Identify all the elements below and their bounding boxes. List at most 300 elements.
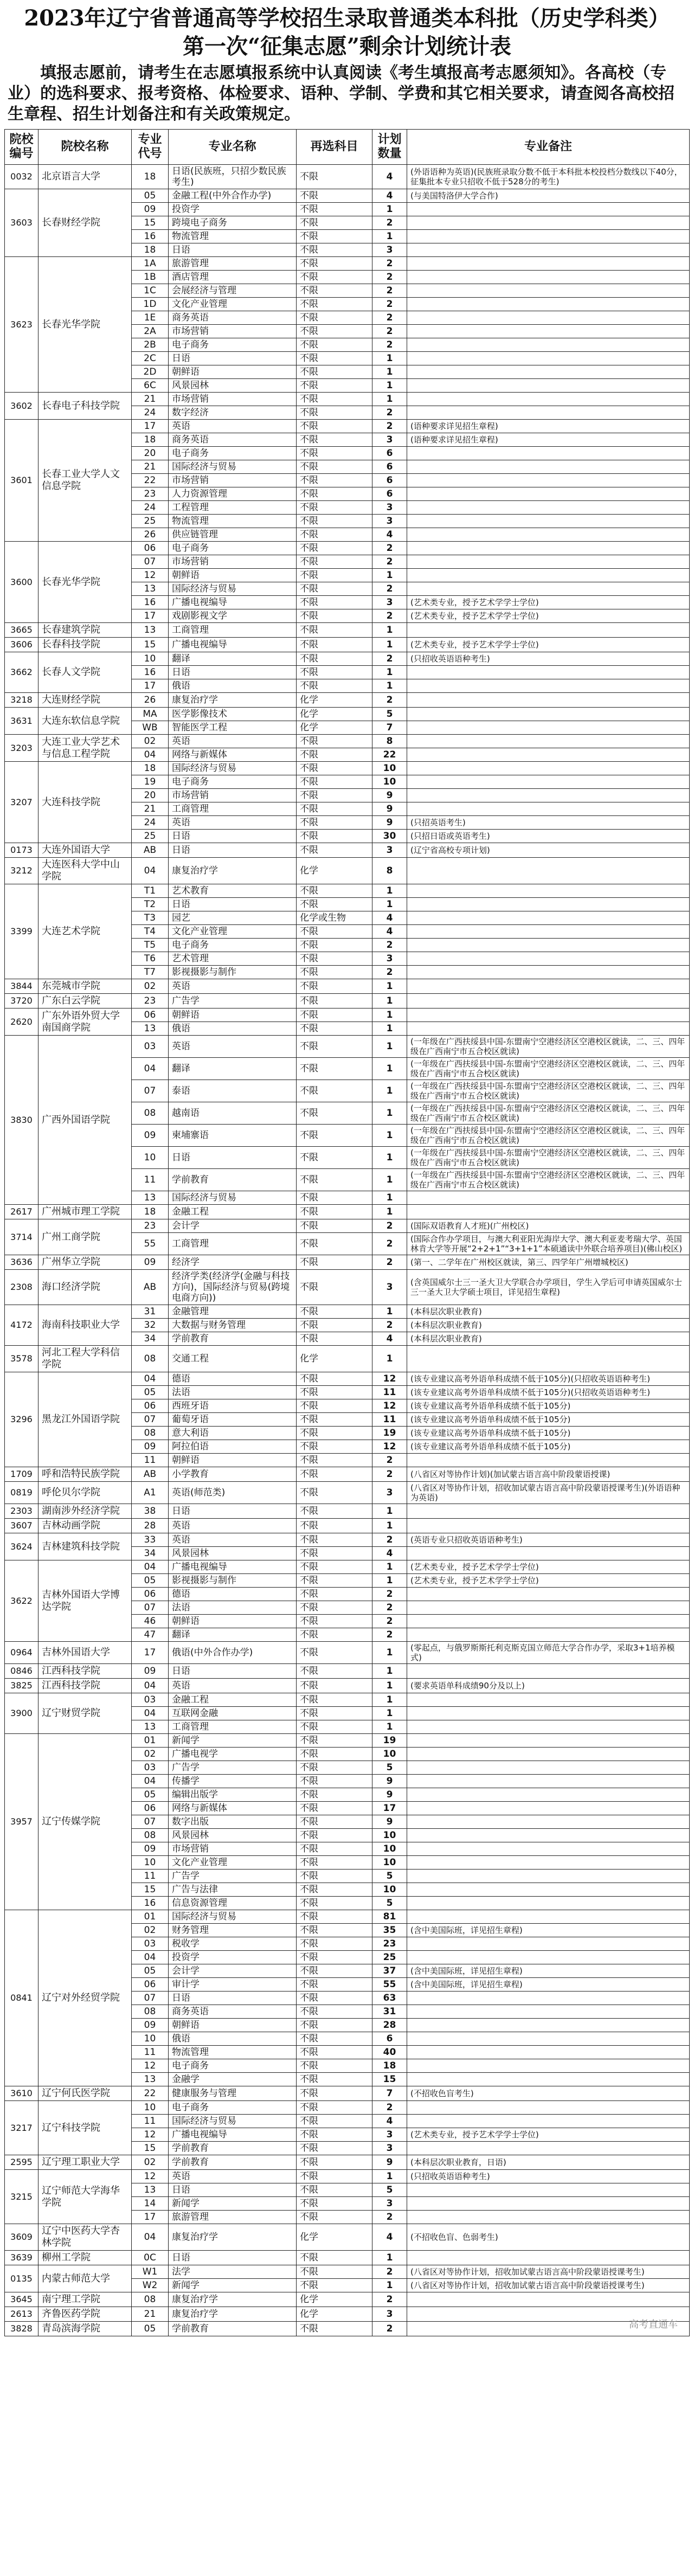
plan-count-cell: 2 [372, 2101, 407, 2115]
remark-cell [407, 2197, 690, 2211]
subject-req-cell: 不限 [297, 365, 372, 379]
remark-cell [407, 501, 690, 515]
subject-req-cell: 不限 [297, 420, 372, 433]
major-name-cell: 法学 [169, 2265, 297, 2279]
remark-cell: (艺术类专业，授予艺术学学士学位) [407, 2128, 690, 2142]
school-name-cell: 海口经济学院 [38, 1270, 132, 1305]
remark-cell [407, 542, 690, 555]
major-code-cell: 1D [132, 298, 169, 311]
plan-count-cell: 15 [372, 2073, 407, 2086]
school-code-cell: 3602 [5, 393, 38, 420]
remark-cell [407, 216, 690, 230]
table-row [5, 1467, 690, 1482]
school-code-cell: 3600 [5, 542, 38, 623]
major-name-cell: 风景园林 [169, 1829, 297, 1842]
remark-cell: (国际合作办学项目，与澳大利亚阳光海岸大学、澳大利亚麦考瑞大学、英国林肯大学等开展“2+2+1”“3+1+1”本硕通读中外联合培养项目)(佛山校区) [407, 1233, 690, 1255]
table-row [5, 884, 690, 898]
remark-cell [407, 1883, 690, 1897]
remark-cell: (不招收色盲、色弱考生) [407, 2224, 690, 2251]
plan-count-cell: 2 [372, 1454, 407, 1467]
table-row [5, 420, 690, 433]
plan-count-cell: 1 [372, 979, 407, 994]
major-name-cell: 英语 [169, 1533, 297, 1547]
major-code-cell: 11 [132, 1169, 169, 1191]
remark-cell [407, 693, 690, 708]
major-code-cell: 13 [132, 623, 169, 638]
major-code-cell: 04 [132, 1372, 169, 1386]
school-code-cell: 0032 [5, 165, 38, 189]
remark-cell [407, 203, 690, 216]
subject-req-cell: 不限 [297, 666, 372, 679]
plan-count-cell: 1 [372, 352, 407, 365]
subject-req-cell: 不限 [297, 994, 372, 1008]
major-name-cell: 康复治疗学 [169, 693, 297, 708]
subject-req-cell: 不限 [297, 2251, 372, 2265]
plan-count-cell: 1 [372, 1664, 407, 1679]
major-name-cell: 广告学 [169, 1870, 297, 1883]
plan-table-body [5, 165, 690, 2336]
subject-req-cell: 不限 [297, 203, 372, 216]
school-code-cell: 3603 [5, 189, 38, 257]
school-code-cell: 0964 [5, 1642, 38, 1664]
plan-count-cell: 4 [372, 2224, 407, 2251]
subject-req-cell: 不限 [297, 2322, 372, 2336]
subject-req-cell: 不限 [297, 2211, 372, 2224]
major-name-cell: 国际经济与贸易 [169, 1191, 297, 1205]
plan-count-cell: 1 [372, 623, 407, 638]
major-code-cell: 21 [132, 2307, 169, 2322]
major-code-cell: MA [132, 708, 169, 721]
major-code-cell: 14 [132, 2197, 169, 2211]
major-name-cell: 智能医学工程 [169, 721, 297, 735]
remark-cell [407, 311, 690, 325]
school-code-cell: 3665 [5, 623, 38, 638]
subject-req-cell: 不限 [297, 311, 372, 325]
plan-count-cell: 1 [372, 994, 407, 1008]
subject-req-cell: 不限 [297, 1802, 372, 1815]
remark-cell [407, 802, 690, 816]
plan-count-cell: 1 [372, 1147, 407, 1169]
major-code-cell: 04 [132, 1058, 169, 1080]
remark-cell: (含英国威尔士三一圣大卫大学联合办学项目，学生入学后可申请英国威尔士三一圣大卫大学硕士项目，详见招生章程) [407, 1270, 690, 1305]
school-code-cell: 3399 [5, 884, 38, 979]
major-name-cell: 朝鲜语 [169, 1008, 297, 1022]
school-code-cell: 3218 [5, 693, 38, 708]
major-code-cell: 28 [132, 1519, 169, 1533]
major-code-cell: 13 [132, 1191, 169, 1205]
subject-req-cell: 不限 [297, 1601, 372, 1615]
subject-req-cell: 不限 [297, 898, 372, 911]
subject-req-cell: 不限 [297, 2059, 372, 2073]
major-code-cell: 23 [132, 994, 169, 1008]
plan-count-cell: 10 [372, 1883, 407, 1897]
subject-req-cell: 不限 [297, 1319, 372, 1332]
subject-req-cell: 不限 [297, 2183, 372, 2197]
major-name-cell: 朝鲜语 [169, 1454, 297, 1467]
plan-count-cell: 10 [372, 1829, 407, 1842]
remark-cell: (本科层次职业教育) [407, 1319, 690, 1332]
major-name-cell: 供应链管理 [169, 528, 297, 542]
school-code-cell: 3639 [5, 2251, 38, 2265]
major-name-cell: 德语 [169, 1588, 297, 1601]
remark-cell [407, 2142, 690, 2155]
school-code-cell: 3578 [5, 1346, 38, 1372]
major-name-cell: 交通工程 [169, 1346, 297, 1372]
subject-req-cell: 不限 [297, 1761, 372, 1775]
school-name-cell: 广州工商学院 [38, 1219, 132, 1255]
plan-count-cell: 2 [372, 2211, 407, 2224]
remark-cell [407, 2292, 690, 2307]
subject-req-cell: 不限 [297, 1399, 372, 1413]
plan-count-cell: 1 [372, 1102, 407, 1125]
table-row [5, 2155, 690, 2170]
remark-cell: (八省区对等协作计划，招收加试蒙古语言高中阶段蒙语授课考生) [407, 2265, 690, 2279]
remark-cell: (艺术类专业，授予艺术学学士学位) [407, 596, 690, 609]
plan-count-cell: 2 [372, 1601, 407, 1615]
major-name-cell: 日语 [169, 843, 297, 858]
major-name-cell: 翻译 [169, 1058, 297, 1080]
major-code-cell: W1 [132, 2265, 169, 2279]
major-name-cell: 日语 [169, 666, 297, 679]
major-name-cell: 西班牙语 [169, 1399, 297, 1413]
subject-req-cell: 不限 [297, 460, 372, 474]
plan-count-cell: 9 [372, 789, 407, 802]
plan-count-cell: 7 [372, 2086, 407, 2101]
remark-cell: (一年级在广西扶绥县中国-东盟南宁空港经济区空港校区就读，二、三、四年级在广西南宁市五合校区就读) [407, 1102, 690, 1125]
plan-count-cell: 2 [372, 542, 407, 555]
major-name-cell: 风景园林 [169, 379, 297, 393]
plan-count-cell: 1 [372, 2251, 407, 2265]
major-name-cell: 俄语 [169, 1022, 297, 1036]
school-code-cell: 0846 [5, 1664, 38, 1679]
subject-req-cell: 不限 [297, 1679, 372, 1693]
major-name-cell: 英语 [169, 816, 297, 830]
subject-req-cell: 不限 [297, 1978, 372, 1992]
plan-count-cell: 1 [372, 1022, 407, 1036]
remark-cell: (一年级在广西扶绥县中国-东盟南宁空港经济区空港校区就读，二、三、四年级在广西南宁市五合校区就读) [407, 1080, 690, 1102]
major-code-cell: 05 [132, 1788, 169, 1802]
major-name-cell: 医学影像技术 [169, 708, 297, 721]
plan-count-cell: 3 [372, 433, 407, 447]
plan-count-cell: 30 [372, 830, 407, 843]
major-name-cell: 影视摄影与制作 [169, 1574, 297, 1588]
school-code-cell: 3207 [5, 762, 38, 843]
school-code-cell: 3825 [5, 1679, 38, 1693]
school-name-cell: 呼伦贝尔学院 [38, 1482, 132, 1504]
major-code-cell: 04 [132, 1707, 169, 1720]
table-row [5, 189, 690, 203]
major-code-cell: 26 [132, 528, 169, 542]
major-name-cell: 国际经济与贸易 [169, 582, 297, 596]
subject-req-cell: 不限 [297, 555, 372, 569]
major-code-cell: 1C [132, 284, 169, 298]
major-code-cell: AB [132, 1270, 169, 1305]
remark-cell [407, 325, 690, 338]
remark-cell: (该专业建议高考外语单科成绩不低于105分)(只招收英语语种考生) [407, 1372, 690, 1386]
remark-cell [407, 515, 690, 528]
plan-count-cell: 2 [372, 609, 407, 623]
remark-cell: (辽宁省高校专项计划) [407, 843, 690, 858]
plan-count-cell: 1 [372, 1080, 407, 1102]
major-name-cell: 物流管理 [169, 2046, 297, 2059]
remark-cell [407, 460, 690, 474]
plan-table [4, 129, 690, 2336]
subject-req-cell: 不限 [297, 501, 372, 515]
school-name-cell: 长春财经学院 [38, 189, 132, 257]
subject-req-cell: 化学或生物 [297, 911, 372, 925]
school-name-cell: 青岛滨海学院 [38, 2322, 132, 2336]
plan-count-cell: 25 [372, 1951, 407, 1964]
plan-count-cell: 3 [372, 243, 407, 257]
subject-req-cell: 不限 [297, 925, 372, 939]
subject-req-cell: 不限 [297, 1440, 372, 1454]
major-code-cell: 09 [132, 203, 169, 216]
major-name-cell: 数字经济 [169, 406, 297, 420]
subject-req-cell: 不限 [297, 298, 372, 311]
major-code-cell: 18 [132, 243, 169, 257]
remark-cell: (该专业建议高考外语单科成绩不低于105分) [407, 1413, 690, 1427]
major-code-cell: 24 [132, 816, 169, 830]
major-name-cell: 大数据与财务管理 [169, 1319, 297, 1332]
school-code-cell: 3662 [5, 652, 38, 693]
major-name-cell: 日语 [169, 1504, 297, 1519]
major-code-cell: 09 [132, 1255, 169, 1270]
remark-cell [407, 2032, 690, 2046]
header-school-code: 院校编号 [5, 130, 38, 165]
remark-cell: (国际双语教育人才班)(广州校区) [407, 1219, 690, 1233]
school-name-cell: 江西科技学院 [38, 1664, 132, 1679]
school-name-cell: 广西外国语学院 [38, 1036, 132, 1205]
remark-cell [407, 393, 690, 406]
subject-req-cell: 不限 [297, 1720, 372, 1734]
major-code-cell: 33 [132, 1533, 169, 1547]
major-code-cell: 06 [132, 542, 169, 555]
school-name-cell: 黑龙江外国语学院 [38, 1372, 132, 1467]
plan-count-cell: 4 [372, 189, 407, 203]
remark-cell [407, 2115, 690, 2128]
major-name-cell: 金融工程(中外合作办学) [169, 189, 297, 203]
plan-count-cell: 1 [372, 666, 407, 679]
plan-count-cell: 1 [372, 1125, 407, 1147]
plan-count-cell: 22 [372, 748, 407, 762]
remark-cell [407, 994, 690, 1008]
major-code-cell: 47 [132, 1628, 169, 1642]
school-code-cell: 3631 [5, 708, 38, 735]
subject-req-cell: 不限 [297, 406, 372, 420]
major-code-cell: 11 [132, 2046, 169, 2059]
table-row [5, 1679, 690, 1693]
subject-req-cell: 不限 [297, 1305, 372, 1319]
plan-count-cell: 2 [372, 2322, 407, 2336]
remark-cell [407, 762, 690, 775]
plan-count-cell: 3 [372, 2142, 407, 2155]
major-code-cell: 1A [132, 257, 169, 271]
major-code-cell: 1B [132, 271, 169, 284]
plan-count-cell: 9 [372, 1788, 407, 1802]
school-code-cell: 1709 [5, 1467, 38, 1482]
subject-req-cell: 不限 [297, 2128, 372, 2142]
plan-count-cell: 5 [372, 1870, 407, 1883]
major-code-cell: 11 [132, 2115, 169, 2128]
major-code-cell: 04 [132, 748, 169, 762]
school-name-cell: 大连外国语大学 [38, 843, 132, 858]
remark-cell [407, 1664, 690, 1679]
major-name-cell: 英语(师范类) [169, 1482, 297, 1504]
subject-req-cell: 不限 [297, 1870, 372, 1883]
plan-count-cell: 5 [372, 1897, 407, 1910]
table-row [5, 1008, 690, 1022]
table-row [5, 858, 690, 884]
major-code-cell: 03 [132, 1036, 169, 1058]
plan-count-cell: 2 [372, 939, 407, 952]
remark-cell: (语种要求详见招生章程) [407, 433, 690, 447]
plan-count-cell: 3 [372, 2128, 407, 2142]
major-code-cell: 25 [132, 830, 169, 843]
table-row [5, 1504, 690, 1519]
school-name-cell: 湖南涉外经济学院 [38, 1504, 132, 1519]
plan-count-cell: 2 [372, 652, 407, 666]
major-name-cell: 法语 [169, 1601, 297, 1615]
remark-cell [407, 708, 690, 721]
subject-req-cell: 不限 [297, 966, 372, 979]
remark-cell [407, 1897, 690, 1910]
major-code-cell: 02 [132, 735, 169, 748]
plan-count-cell: 11 [372, 1413, 407, 1427]
major-code-cell: 13 [132, 582, 169, 596]
plan-count-cell: 1 [372, 1058, 407, 1080]
plan-count-cell: 17 [372, 1802, 407, 1815]
remark-cell [407, 2059, 690, 2073]
subject-req-cell: 不限 [297, 379, 372, 393]
remark-cell: (本科层次职业教育，日语) [407, 2155, 690, 2170]
subject-req-cell: 不限 [297, 1467, 372, 1482]
major-name-cell: 文化产业管理 [169, 298, 297, 311]
remark-cell: (艺术类专业，授予艺术学学士学位) [407, 638, 690, 652]
major-code-cell: 15 [132, 638, 169, 652]
major-code-cell: 09 [132, 1842, 169, 1856]
school-code-cell: 3601 [5, 420, 38, 542]
major-name-cell: 电子商务 [169, 542, 297, 555]
major-code-cell: 10 [132, 1856, 169, 1870]
major-code-cell: 06 [132, 1008, 169, 1022]
major-code-cell: 17 [132, 679, 169, 693]
subject-req-cell: 不限 [297, 271, 372, 284]
school-name-cell: 河北工程大学科信学院 [38, 1346, 132, 1372]
remark-cell [407, 1022, 690, 1036]
major-code-cell: 10 [132, 2101, 169, 2115]
table-row [5, 652, 690, 666]
remark-cell [407, 1992, 690, 2005]
table-row [5, 623, 690, 638]
remark-cell: (艺术类专业，授予艺术学学士学位) [407, 1574, 690, 1588]
remark-cell [407, 1775, 690, 1788]
plan-count-cell: 1 [372, 884, 407, 898]
remark-cell [407, 1815, 690, 1829]
header-major-name: 专业名称 [169, 130, 297, 165]
remark-cell: (零起点，与俄罗斯斯托利克斯克国立师范大学合作办学，采取3+1培养模式) [407, 1642, 690, 1664]
subject-req-cell: 不限 [297, 2170, 372, 2183]
plan-count-cell: 3 [372, 2197, 407, 2211]
major-name-cell: 新闻学 [169, 1734, 297, 1748]
school-name-cell: 辽宁财贸学院 [38, 1693, 132, 1734]
remark-cell [407, 2005, 690, 2019]
major-name-cell: 编辑出版学 [169, 1788, 297, 1802]
school-code-cell: 3623 [5, 257, 38, 393]
major-name-cell: 金融工程 [169, 1693, 297, 1707]
school-name-cell: 大连财经学院 [38, 693, 132, 708]
subject-req-cell: 不限 [297, 609, 372, 623]
major-name-cell: 英语 [169, 1519, 297, 1533]
major-code-cell: 2B [132, 338, 169, 352]
subject-req-cell: 不限 [297, 1332, 372, 1346]
subject-req-cell: 不限 [297, 884, 372, 898]
plan-count-cell: 1 [372, 569, 407, 582]
major-name-cell: 电子商务 [169, 2059, 297, 2073]
remark-cell [407, 884, 690, 898]
major-name-cell: 学前教育 [169, 2142, 297, 2155]
remark-cell [407, 1601, 690, 1615]
school-code-cell: 2308 [5, 1270, 38, 1305]
plan-count-cell: 3 [372, 1270, 407, 1305]
school-name-cell: 长春人文学院 [38, 652, 132, 693]
subject-req-cell: 化学 [297, 1346, 372, 1372]
plan-count-cell: 1 [372, 898, 407, 911]
major-code-cell: 22 [132, 2086, 169, 2101]
remark-cell [407, 1802, 690, 1815]
remark-cell [407, 1761, 690, 1775]
major-code-cell: AB [132, 843, 169, 858]
major-name-cell: 国际经济与贸易 [169, 762, 297, 775]
remark-cell [407, 858, 690, 884]
school-name-cell: 辽宁师范大学海华学院 [38, 2170, 132, 2224]
table-row [5, 2251, 690, 2265]
subject-req-cell: 不限 [297, 843, 372, 858]
remark-cell [407, 365, 690, 379]
school-code-cell: 2303 [5, 1504, 38, 1519]
major-name-cell: 工商管理 [169, 1233, 297, 1255]
school-name-cell: 大连东软信息学院 [38, 708, 132, 735]
major-name-cell: 广播电视学 [169, 1748, 297, 1761]
remark-cell [407, 1951, 690, 1964]
major-code-cell: 25 [132, 515, 169, 528]
subject-req-cell: 不限 [297, 1951, 372, 1964]
remark-cell [407, 1842, 690, 1856]
major-name-cell: 税收学 [169, 1937, 297, 1951]
plan-count-cell: 9 [372, 1775, 407, 1788]
plan-count-cell: 6 [372, 474, 407, 487]
school-code-cell: 3828 [5, 2322, 38, 2336]
major-name-cell: 国际经济与贸易 [169, 2115, 297, 2128]
subject-req-cell: 不限 [297, 1897, 372, 1910]
school-code-cell: 3212 [5, 858, 38, 884]
major-name-cell: 康复治疗学 [169, 2224, 297, 2251]
school-name-cell: 长春光华学院 [38, 542, 132, 623]
subject-req-cell: 不限 [297, 189, 372, 203]
remark-cell: (只招日语或英语考生) [407, 830, 690, 843]
plan-count-cell: 3 [372, 515, 407, 528]
subject-req-cell: 不限 [297, 2155, 372, 2170]
remark-cell [407, 2046, 690, 2059]
major-name-cell: 会计学 [169, 1964, 297, 1978]
subject-req-cell: 不限 [297, 257, 372, 271]
subject-req-cell: 不限 [297, 1642, 372, 1664]
subject-req-cell: 不限 [297, 1910, 372, 1924]
school-name-cell: 吉林建筑科技学院 [38, 1533, 132, 1560]
major-code-cell: T4 [132, 925, 169, 939]
remark-cell: (只招收英语语种考生) [407, 2170, 690, 2183]
subject-req-cell: 不限 [297, 1693, 372, 1707]
table-row [5, 994, 690, 1008]
